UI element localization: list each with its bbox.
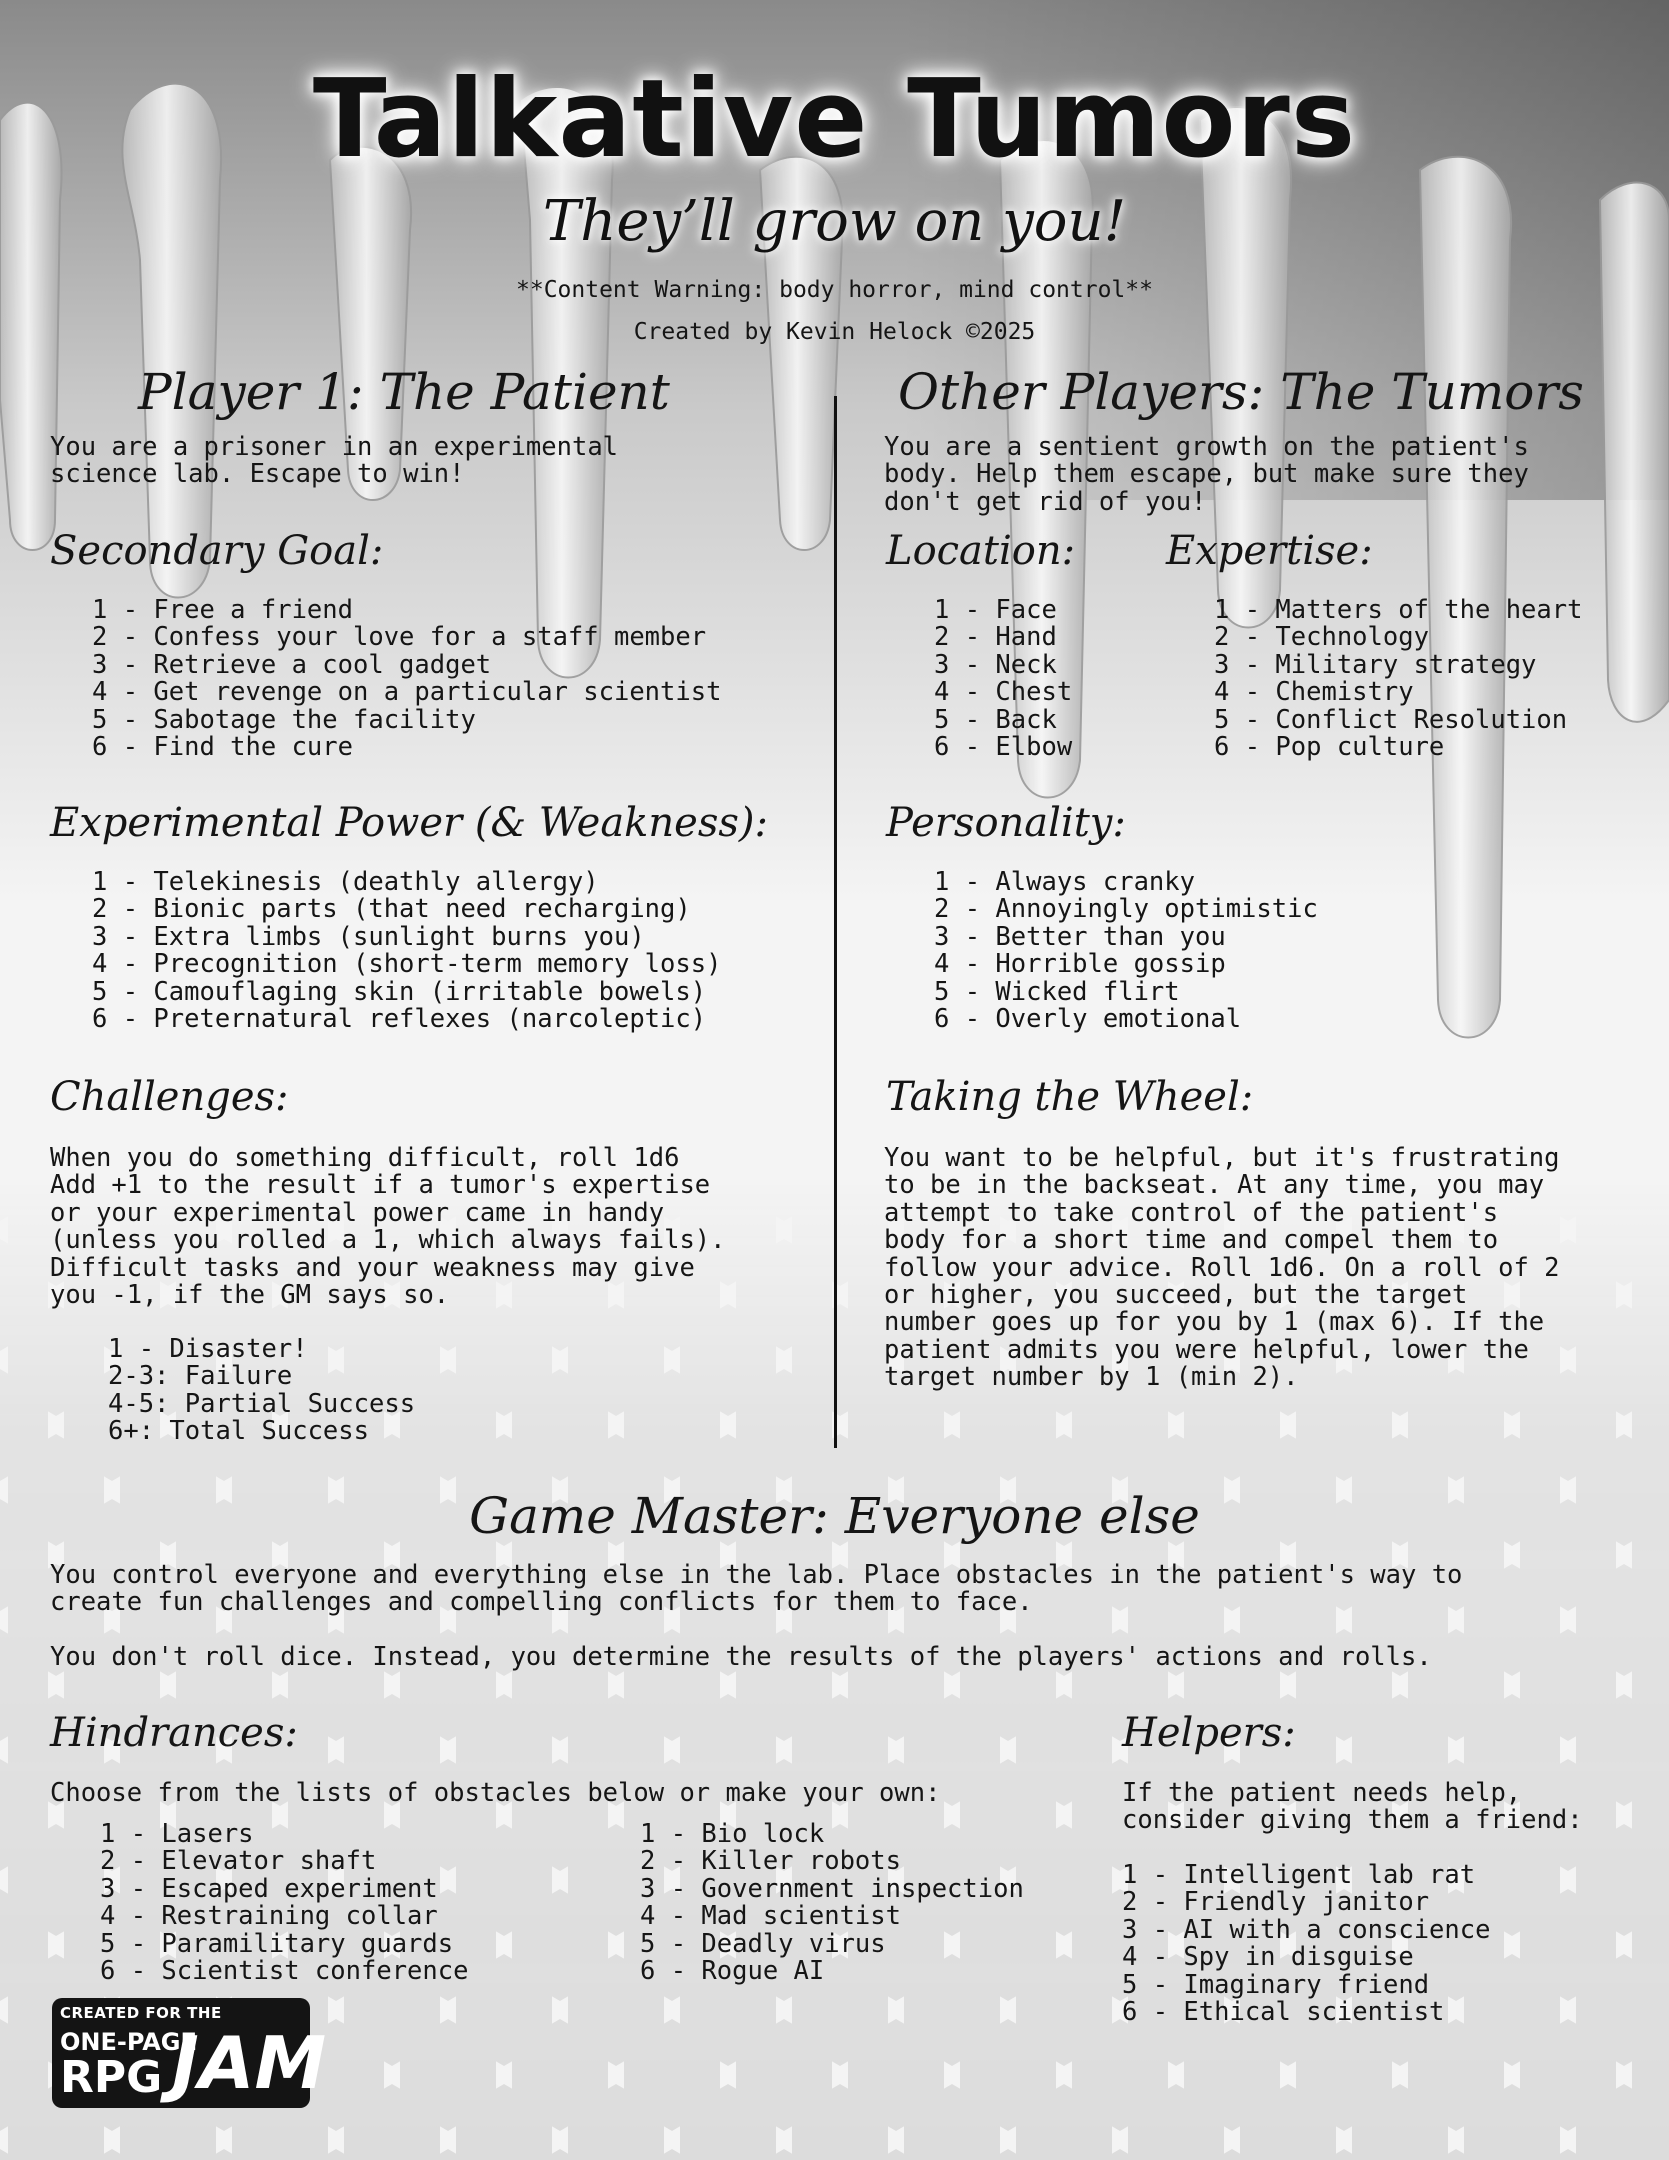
- list-item: 2 - Technology: [1214, 622, 1429, 653]
- list-item: 6 - Pop culture: [1214, 732, 1445, 763]
- column-divider: [834, 396, 837, 1448]
- list-item: 2 - Bionic parts (that need recharging): [92, 894, 691, 925]
- list-item: 5 - Back: [934, 704, 1057, 735]
- helpers-heading: Helpers:: [1122, 1710, 1296, 1756]
- list-item: 4 - Restraining collar: [100, 1901, 438, 1932]
- page-title: Talkative Tumors: [312, 57, 1357, 182]
- list-item: 1 - Intelligent lab rat: [1122, 1860, 1476, 1890]
- list-item: 1 - Bio lock: [640, 1819, 825, 1849]
- hindrances-list-b: [640, 1821, 1024, 1985]
- secondary-goal-list: [92, 597, 721, 761]
- hindrances-list-a: [100, 1821, 468, 1985]
- list-item: 2 - Confess your love for a staff member: [92, 622, 707, 653]
- gm-intro-2: You don't roll dice. Instead, you determine the results of the players' actions and rolls.: [50, 1642, 1432, 1672]
- expertise-list: [1214, 597, 1582, 761]
- list-item: 6 - Rogue AI: [640, 1956, 825, 1987]
- expertise-heading: Expertise:: [1166, 528, 1373, 574]
- tumors-intro: You are a sentient growth on the patient's body. Help them escape, but make sure they don't get rid of you!: [884, 432, 1529, 517]
- player1-intro: You are a prisoner in an experimental science lab. Escape to win!: [50, 432, 619, 490]
- list-item: 2 - Elevator shaft: [100, 1846, 377, 1877]
- list-item: 4 - Get revenge on a particular scientist: [92, 677, 722, 708]
- list-item: 3 - Government inspection: [640, 1873, 1024, 1904]
- logo-line-4: JAM: [172, 2021, 327, 2105]
- list-item: 4 - Spy in disguise: [1122, 1942, 1414, 1973]
- personality-heading: Personality:: [886, 800, 1126, 846]
- list-item: 6 - Overly emotional: [934, 1004, 1242, 1035]
- list-item: 3 - Extra limbs (sunlight burns you): [92, 921, 645, 952]
- list-item: 2 - Killer robots: [640, 1846, 901, 1877]
- list-item: 2 - Annoyingly optimistic: [934, 894, 1318, 925]
- list-item: 3 - Neck: [934, 649, 1057, 680]
- list-item: 5 - Paramilitary guards: [100, 1928, 454, 1959]
- list-item: 2 - Friendly janitor: [1122, 1887, 1430, 1918]
- tumors-title: Other Players: The Tumors: [898, 363, 1584, 421]
- list-item: 1 - Lasers: [100, 1819, 254, 1849]
- gm-intro-1: You control everyone and everything else in the lab. Place obstacles in the patient's way to create fun challenges and compelling conflicts for them to face.: [50, 1560, 1463, 1618]
- list-item: 5 - Conflict Resolution: [1214, 704, 1568, 735]
- list-item: 1 - Matters of the heart: [1214, 595, 1583, 625]
- power-list: [92, 869, 721, 1033]
- list-item: 4 - Horrible gossip: [934, 949, 1226, 980]
- list-item: 2 - Hand: [934, 622, 1057, 653]
- list-item: 4 - Chest: [934, 677, 1073, 708]
- personality-list: [934, 869, 1318, 1033]
- list-item: 6 - Ethical scientist: [1122, 1997, 1445, 2028]
- wheel-heading: Taking the Wheel:: [886, 1074, 1254, 1120]
- logo-line-3: RPG: [60, 2052, 163, 2103]
- list-item: 1 - Disaster!: [108, 1334, 308, 1364]
- list-item: 2-3: Failure: [108, 1361, 293, 1392]
- list-item: 1 - Face: [934, 595, 1057, 625]
- list-item: 6 - Scientist conference: [100, 1956, 469, 1987]
- challenge-results-list: [108, 1336, 415, 1446]
- list-item: 1 - Free a friend: [92, 595, 353, 625]
- list-item: 6 - Preternatural reflexes (narcoleptic): [92, 1004, 707, 1035]
- list-item: 4-5: Partial Success: [108, 1388, 416, 1419]
- location-heading: Location:: [886, 528, 1076, 574]
- list-item: 6+: Total Success: [108, 1416, 369, 1447]
- challenges-text: When you do something difficult, roll 1d6 Add +1 to the result if a tumor's expertise or your experimental power came in handy (unless you rolled a 1, which always fails). Difficult tasks and your weakness may give you -1, if the GM says so.: [50, 1143, 726, 1311]
- challenges-heading: Challenges:: [50, 1074, 289, 1120]
- power-heading: Experimental Power (& Weakness):: [50, 800, 768, 846]
- wheel-text: You want to be helpful, but it's frustrating to be in the backseat. At any time, you may attempt to take control of the patient's body for a short time and compel them to follow your advice. Roll 1d6. On a roll of 2 or higher, you succeed, but the target number goes up for you by 1 (max 6). If the patient admits you were helpful, lower the target number by 1 (min 2).: [884, 1143, 1560, 1393]
- list-item: 5 - Camouflaging skin (irritable bowels): [92, 976, 707, 1007]
- list-item: 4 - Mad scientist: [640, 1901, 901, 1932]
- location-list: [934, 597, 1072, 761]
- logo-line-2: ONE-PAGE: [60, 2028, 197, 2056]
- credit-line: Created by Kevin Helock ©2025: [633, 319, 1036, 345]
- list-item: 1 - Telekinesis (deathly allergy): [92, 867, 599, 897]
- hindrances-heading: Hindrances:: [50, 1710, 298, 1756]
- helpers-lead: If the patient needs help, consider giving them a friend:: [1122, 1778, 1583, 1836]
- list-item: 4 - Chemistry: [1214, 677, 1414, 708]
- list-item: 3 - Military strategy: [1214, 649, 1537, 680]
- list-item: 5 - Deadly virus: [640, 1928, 886, 1959]
- list-item: 5 - Wicked flirt: [934, 976, 1180, 1007]
- list-item: 3 - Retrieve a cool gadget: [92, 649, 492, 680]
- list-item: 3 - Better than you: [934, 921, 1226, 952]
- logo-line-1: CREATED FOR THE: [60, 2004, 222, 2022]
- list-item: 5 - Sabotage the facility: [92, 704, 476, 735]
- list-item: 6 - Elbow: [934, 732, 1073, 763]
- page-subtitle: They’ll grow on you!: [542, 189, 1127, 254]
- content-warning: **Content Warning: body horror, mind control**: [516, 277, 1153, 303]
- secondary-goal-heading: Secondary Goal:: [50, 528, 384, 574]
- list-item: 6 - Find the cure: [92, 732, 353, 763]
- list-item: 4 - Precognition (short-term memory loss): [92, 949, 722, 980]
- gm-title: Game Master: Everyone else: [469, 1487, 1200, 1545]
- list-item: 1 - Always cranky: [934, 867, 1195, 897]
- list-item: 5 - Imaginary friend: [1122, 1969, 1430, 2000]
- player1-title: Player 1: The Patient: [138, 363, 670, 421]
- helpers-list: [1122, 1862, 1490, 2026]
- list-item: 3 - Escaped experiment: [100, 1873, 438, 1904]
- list-item: 3 - AI with a conscience: [1122, 1914, 1491, 1945]
- hindrances-lead: Choose from the lists of obstacles below or make your own:: [50, 1778, 941, 1808]
- rpg-jam-logo: [52, 1998, 327, 2108]
